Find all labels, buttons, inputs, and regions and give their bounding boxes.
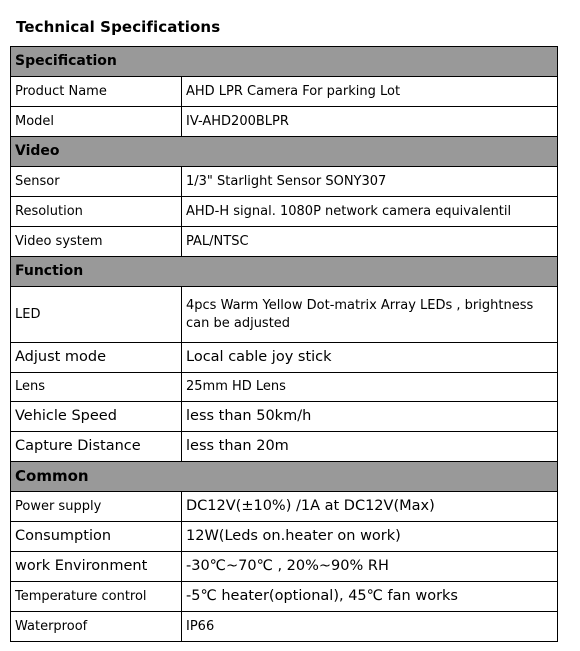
page-title: Technical Specifications: [16, 18, 221, 36]
spec-label: Model: [11, 107, 182, 137]
table-row: [11, 77, 558, 107]
spec-label: Vehicle Speed: [11, 402, 182, 432]
spec-label: Lens: [11, 373, 182, 402]
section-header-row: [11, 137, 558, 167]
table-row: [11, 522, 558, 552]
table-row: [11, 227, 558, 257]
spec-value: Local cable joy stick: [182, 343, 558, 373]
table-row: [11, 552, 558, 582]
spec-value: AHD LPR Camera For parking Lot: [182, 77, 558, 107]
section-header: Common: [11, 462, 558, 492]
table-row: [11, 167, 558, 197]
section-header: Specification: [11, 47, 558, 77]
section-header-row: [11, 47, 558, 77]
spec-label: Power supply: [11, 492, 182, 522]
section-header-row: [11, 462, 558, 492]
table-row: [11, 612, 558, 642]
table-row: [11, 287, 558, 343]
spec-value: IV-AHD200BLPR: [182, 107, 558, 137]
spec-table: [10, 46, 558, 642]
spec-label: Capture Distance: [11, 432, 182, 462]
spec-value: AHD-H signal. 1080P network camera equivalentil: [182, 197, 558, 227]
spec-label: Adjust mode: [11, 343, 182, 373]
table-row: [11, 107, 558, 137]
table-row: [11, 343, 558, 373]
table-row: [11, 373, 558, 402]
section-header-row: [11, 257, 558, 287]
spec-label: Video system: [11, 227, 182, 257]
table-row: [11, 492, 558, 522]
spec-label: Product Name: [11, 77, 182, 107]
spec-label: Temperature control: [11, 582, 182, 612]
section-header: Video: [11, 137, 558, 167]
spec-value: 25mm HD Lens: [182, 373, 558, 402]
spec-value: PAL/NTSC: [182, 227, 558, 257]
spec-label: Waterproof: [11, 612, 182, 642]
spec-value: -30℃~70℃ , 20%~90% RH: [182, 552, 558, 582]
spec-value: DC12V(±10%) /1A at DC12V(Max): [182, 492, 558, 522]
table-row: [11, 197, 558, 227]
spec-value: 12W(Leds on.heater on work): [182, 522, 558, 552]
spec-value: 4pcs Warm Yellow Dot-matrix Array LEDs , brightness can be adjusted: [182, 287, 558, 343]
spec-value: IP66: [182, 612, 558, 642]
spec-value: 1/3" Starlight Sensor SONY307: [182, 167, 558, 197]
spec-label: LED: [11, 287, 182, 343]
spec-label: Resolution: [11, 197, 182, 227]
section-header: Function: [11, 257, 558, 287]
spec-label: Sensor: [11, 167, 182, 197]
table-row: [11, 582, 558, 612]
spec-value: -5℃ heater(optional), 45℃ fan works: [182, 582, 558, 612]
spec-label: work Environment: [11, 552, 182, 582]
spec-value: less than 20m: [182, 432, 558, 462]
spec-value: less than 50km/h: [182, 402, 558, 432]
spec-label: Consumption: [11, 522, 182, 552]
table-row: [11, 432, 558, 462]
table-row: [11, 402, 558, 432]
